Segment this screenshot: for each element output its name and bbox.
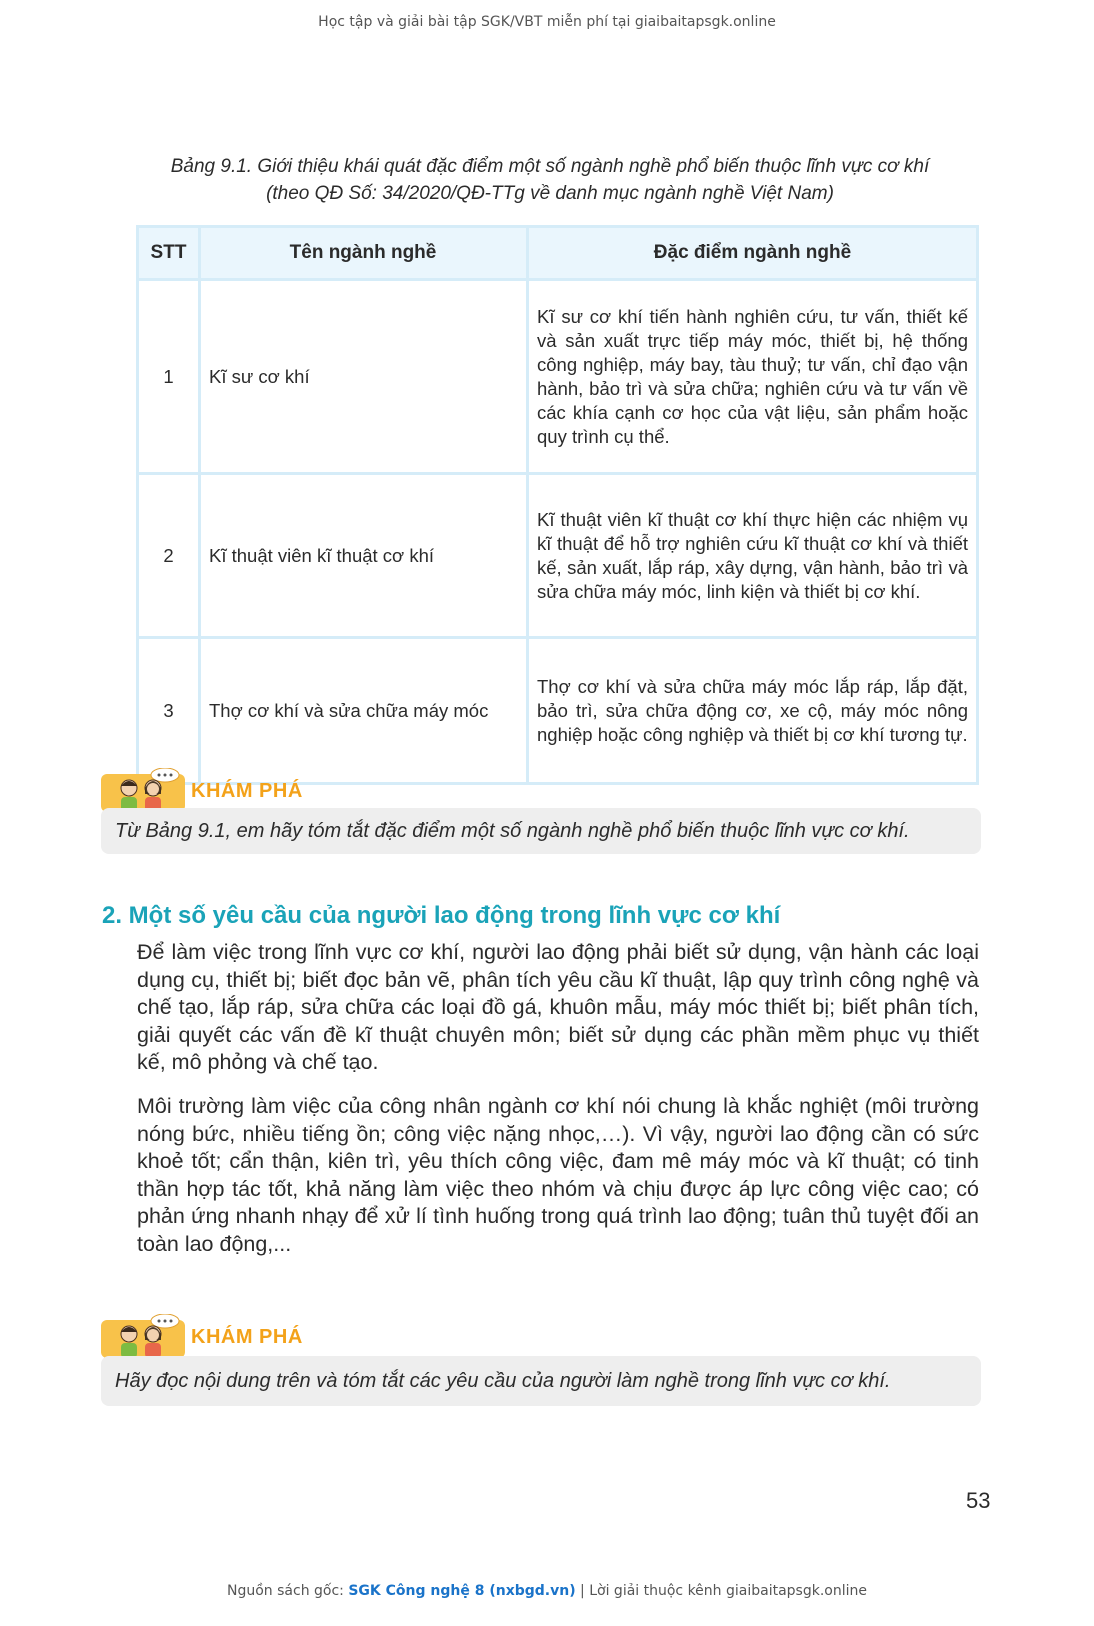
cell-stt: 2 [138, 474, 200, 638]
footer-source-link[interactable]: SGK Công nghệ 8 (nxbgd.vn) [348, 1583, 576, 1599]
cell-stt: 3 [138, 638, 200, 784]
table-row [138, 638, 978, 784]
footer-suffix: | Lời giải thuộc kênh giaibaitapsgk.online [575, 1583, 867, 1599]
kham-pha-title-2: KHÁM PHÁ [191, 1326, 303, 1348]
table-header-row [138, 227, 978, 280]
header-name: Tên ngành nghề [200, 227, 528, 280]
cell-desc: Kĩ sư cơ khí tiến hành nghiên cứu, tư vấn, thiết kế và sản xuất trực tiếp máy móc, thiết bị, hệ thống công nghiệp, máy bay, tàu thuỷ; tư vấn, chỉ đạo vận hành, bảo trì và sửa chữa; nghiên cứu và tư vấn về các khía cạnh cơ học của vật liệu, sản phẩm hoặc quy trình cụ thể. [528, 280, 978, 474]
cell-name: Kĩ thuật viên kĩ thuật cơ khí [200, 474, 528, 638]
kham-pha-text-1: Từ Bảng 9.1, em hãy tóm tắt đặc điểm một số ngành nghề phổ biến thuộc lĩnh vực cơ khí. [115, 819, 910, 842]
section-title: 2. Một số yêu cầu của người lao động trong lĩnh vực cơ khí [102, 902, 781, 929]
section-paragraph-2: Môi trường làm việc của công nhân ngành cơ khí nói chung là khắc nghiệt (môi trường nóng bức, nhiều tiếng ồn; công việc nặng nhọc,…). Vì vậy, người lao động cần có sức khoẻ tốt; cẩn thận, kiên trì, yêu thích công việc, đam mê máy móc và kĩ thuật; có tinh thần hợp tác tốt, khả năng làm việc theo nhóm và chịu được áp lực công việc cao; có phản ứng nhanh nhạy để xử lí tình huống trong quá trình lao động; tuân thủ tuyệt đối an toàn lao động,... [137, 1094, 979, 1256]
header-stt: STT [138, 227, 200, 280]
kham-pha-box-2 [101, 1356, 981, 1406]
footer-prefix: Nguồn sách gốc: [227, 1583, 349, 1599]
kham-pha-text-2: Hãy đọc nội dung trên và tóm tắt các yêu cầu của người làm nghề trong lĩnh vực cơ khí. [115, 1369, 891, 1392]
table-row [138, 280, 978, 474]
table-caption-line1: Bảng 9.1. Giới thiệu khái quát đặc điểm một số ngành nghề phổ biến thuộc lĩnh vực cơ khí [170, 156, 930, 177]
cell-name: Kĩ sư cơ khí [200, 280, 528, 474]
page-number: 53 [966, 1488, 991, 1513]
kham-pha-box-1 [101, 808, 981, 854]
professions-table [136, 225, 979, 785]
header-banner: Học tập và giải bài tập SGK/VBT miễn phí tại giaibaitapsgk.online [318, 14, 776, 30]
cell-desc: Kĩ thuật viên kĩ thuật cơ khí thực hiện các nhiệm vụ kĩ thuật để hỗ trợ nghiên cứu kĩ thuật cơ khí và thiết kế, sản xuất, lắp ráp, xây dựng, vận hành, bảo trì và sửa chữa máy móc, linh kiện và thiết bị cơ khí. [528, 474, 978, 638]
table-caption-line2: (theo QĐ Số: 34/2020/QĐ-TTg về danh mục ngành nghề Việt Nam) [266, 183, 834, 204]
cell-name: Thợ cơ khí và sửa chữa máy móc [200, 638, 528, 784]
kham-pha-title-1: KHÁM PHÁ [191, 780, 303, 802]
section-paragraph-1: Để làm việc trong lĩnh vực cơ khí, người lao động phải biết sử dụng, vận hành các loại dụng cụ, thiết bị; biết đọc bản vẽ, phân tích yêu cầu kĩ thuật, lập quy trình công nghệ và chế tạo, lắp ráp, sửa chữa các loại đồ gá, khuôn mẫu, máy móc thiết bị; biết phân tích, giải quyết các vấn đề kĩ thuật chuyên môn; biết sử dụng các phần mềm phục vụ thiết kế, mô phỏng và chế tạo. [137, 940, 979, 1074]
cell-desc: Thợ cơ khí và sửa chữa máy móc lắp ráp, lắp đặt, bảo trì, sửa chữa động cơ, xe cộ, máy móc nông nghiệp hoặc công nghiệp và thiết bị cơ khí tương tự. [528, 638, 978, 784]
header-desc: Đặc điểm ngành nghề [528, 227, 978, 280]
footer [0, 1583, 1094, 1599]
cell-stt: 1 [138, 280, 200, 474]
table-row [138, 474, 978, 638]
